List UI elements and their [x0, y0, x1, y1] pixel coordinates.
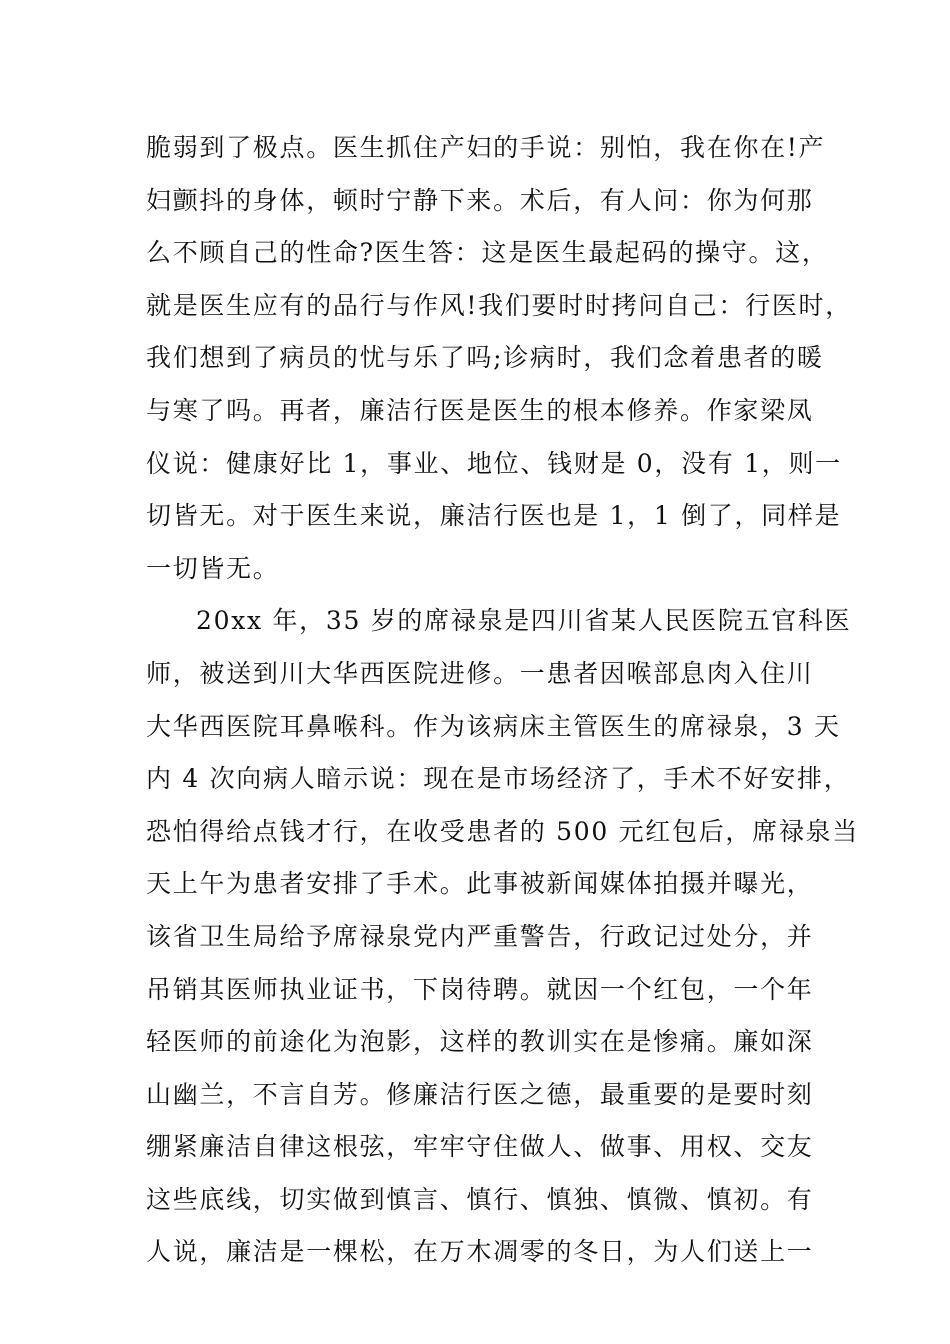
text-line: 人说，廉洁是一棵松，在万木凋零的冬日，为人们送上一: [146, 1237, 814, 1267]
text-line: 妇颤抖的身体，顿时宁静下来。术后，有人问：你为何那: [146, 185, 814, 215]
paragraph-first-line: 20xx 年，35 岁的席禄泉是四川省某人民医院五官科医: [196, 606, 852, 636]
body-text: [146, 122, 859, 1279]
text-line: 切皆无。对于医生来说，廉洁行医也是 1，1 倒了，同样是: [146, 501, 842, 531]
text-line: 与寒了吗。再者，廉洁行医是医生的根本修养。作家梁凤: [146, 395, 814, 425]
text-line: 轻医师的前途化为泡影，这样的教训实在是惨痛。廉如深: [146, 1027, 814, 1057]
text-line: 就是医生应有的品行与作风!我们要时时拷问自己：行医时，: [146, 290, 852, 320]
text-line: 吊销其医师执业证书，下岗待聘。就因一个红包，一个年: [146, 974, 814, 1004]
text-line: 一切皆无。: [146, 553, 280, 583]
text-line: 内 4 次向病人暗示说：现在是市场经济了，手术不好安排，: [146, 764, 851, 794]
text-line: 师，被送到川大华西医院进修。一患者因喉部息肉入住川: [146, 658, 814, 688]
text-line: 仪说：健康好比 1，事业、地位、钱财是 0，没有 1，则一: [146, 448, 842, 478]
text-line: 大华西医院耳鼻喉科。作为该病床主管医生的席禄泉，3 天: [146, 711, 841, 741]
text-line: 我们想到了病员的忧与乐了吗;诊病时，我们念着患者的暖: [146, 343, 824, 373]
text-line: 么不顾自己的性命?医生答：这是医生最起码的操守。这，: [146, 238, 829, 268]
text-line: 恐怕得给点钱才行，在收受患者的 500 元红包后，席禄泉当: [146, 816, 859, 846]
text-line: 天上午为患者安排了手术。此事被新闻媒体拍摄并曝光，: [146, 869, 814, 899]
text-line: 脆弱到了极点。医生抓住产妇的手说：别怕，我在你在!产: [146, 133, 826, 162]
text-line: 山幽兰，不言自芳。修廉洁行医之德，最重要的是要时刻: [146, 1079, 814, 1109]
text-line: 该省卫生局给予席禄泉党内严重警告，行政记过处分，并: [146, 921, 814, 951]
text-line: 绷紧廉洁自律这根弦，牢牢守住做人、做事、用权、交友: [146, 1132, 814, 1162]
text-line: 这些底线，切实做到慎言、慎行、慎独、慎微、慎初。有: [146, 1184, 814, 1214]
